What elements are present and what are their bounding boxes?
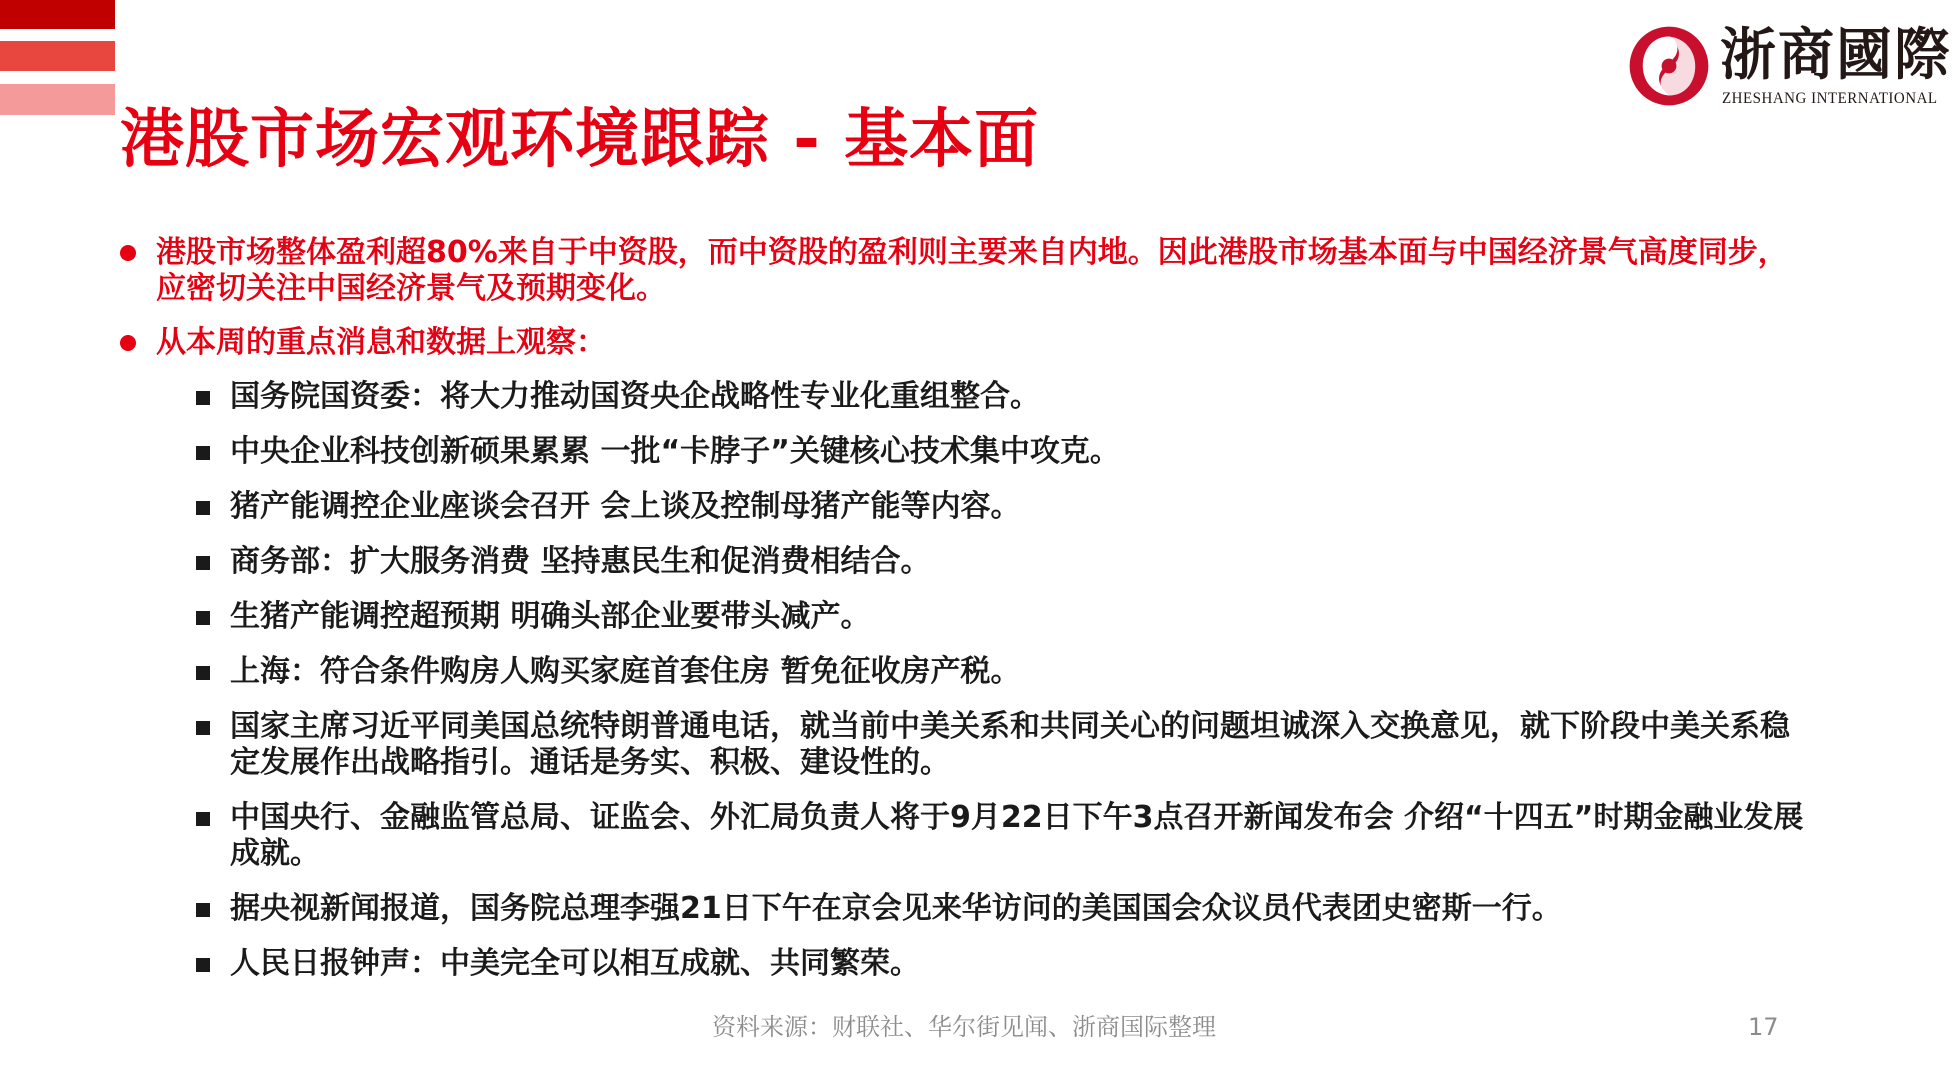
square-bullet-icon	[196, 666, 210, 680]
list-item	[196, 709, 1810, 781]
bullet-summary	[120, 235, 1790, 307]
slide-content	[120, 235, 1804, 1001]
page-title: 港股市场宏观环境跟踪 - 基本面	[120, 103, 1040, 177]
bullet-text: 港股市场整体盈利超80%来自于中资股，而中资股的盈利则主要来自内地。因此港股市场基本面与中国经济景气高度同步，应密切关注中国经济景气及预期变化。	[156, 235, 1788, 306]
list-item	[196, 946, 1810, 982]
square-bullet-icon	[196, 556, 210, 570]
square-bullet-icon	[196, 446, 210, 460]
square-bullet-icon	[196, 391, 210, 405]
square-bullet-icon	[196, 501, 210, 515]
list-item	[196, 434, 1810, 470]
news-item-text: 据央视新闻报道，国务院总理李强21日下午在京会见来华访问的美国国会众议员代表团史密斯一行。	[230, 891, 1562, 926]
news-item-text: 猪产能调控企业座谈会召开 会上谈及控制母猪产能等内容。	[230, 489, 1021, 524]
square-bullet-icon	[196, 812, 210, 826]
bullet-dot-icon	[120, 245, 136, 261]
square-bullet-icon	[196, 958, 210, 972]
zheshang-logo-mark-icon	[1628, 25, 1710, 107]
news-item-text: 国务院国资委：将大力推动国资央企战略性专业化重组整合。	[230, 379, 1040, 414]
list-item	[196, 654, 1810, 690]
bullet-dot-icon	[120, 335, 136, 351]
header-stripe-mid	[0, 41, 115, 71]
page-number: 17	[1748, 1013, 1779, 1041]
header-stripe-dark	[0, 0, 115, 29]
news-item-text: 商务部：扩大服务消费 坚持惠民生和促消费相结合。	[230, 544, 931, 579]
bullet-observation-intro	[120, 325, 1790, 361]
news-item-text: 中国央行、金融监管总局、证监会、外汇局负责人将于9月22日下午3点召开新闻发布会 介绍“十四五”时期金融业发展成就。	[230, 800, 1804, 871]
news-item-text: 国家主席习近平同美国总统特朗普通电话，就当前中美关系和共同关心的问题坦诚深入交换意见，就下阶段中美关系稳定发展作出战略指引。通话是务实、积极、建设性的。	[230, 709, 1790, 780]
news-item-text: 生猪产能调控超预期 明确头部企业要带头减产。	[230, 599, 871, 634]
square-bullet-icon	[196, 611, 210, 625]
square-bullet-icon	[196, 721, 210, 735]
logo-name-en: ZHESHANG INTERNATIONAL	[1722, 90, 1938, 108]
news-list	[196, 379, 1804, 982]
bullet-text: 从本周的重点消息和数据上观察：	[156, 325, 606, 360]
list-item	[196, 599, 1810, 635]
list-item	[196, 891, 1810, 927]
list-item	[196, 489, 1810, 525]
square-bullet-icon	[196, 903, 210, 917]
news-item-text: 人民日报钟声：中美完全可以相互成就、共同繁荣。	[230, 946, 920, 981]
list-item	[196, 544, 1810, 580]
list-item	[196, 800, 1810, 872]
logo-name-cn: 浙商國際	[1720, 22, 1952, 88]
list-item	[196, 379, 1810, 415]
header-stripe-light	[0, 84, 115, 115]
source-note: 资料来源：财联社、华尔街见闻、浙商国际整理	[712, 1013, 1216, 1041]
news-item-text: 中央企业科技创新硕果累累 一批“卡脖子”关键核心技术集中攻克。	[230, 434, 1120, 469]
news-item-text: 上海：符合条件购房人购买家庭首套住房 暂免征收房产税。	[230, 654, 1021, 689]
company-logo	[1628, 20, 1952, 110]
